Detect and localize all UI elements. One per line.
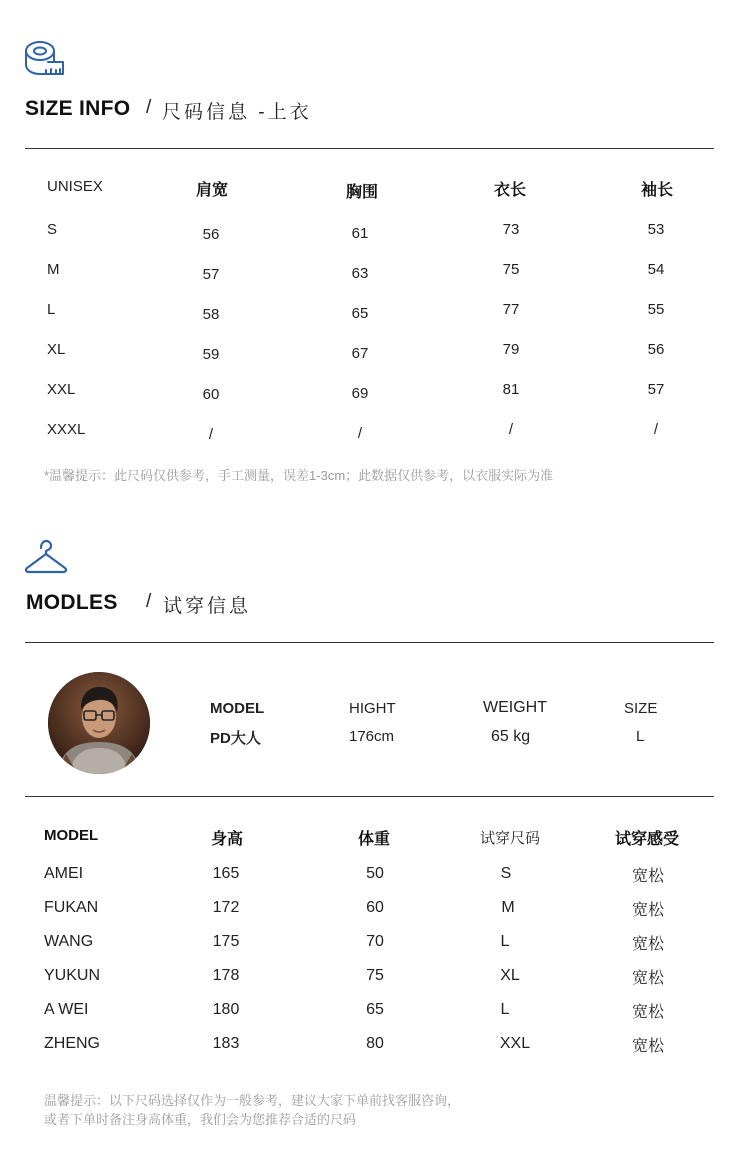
size-col-header: 肩宽 xyxy=(195,182,229,199)
models-cell: 175 xyxy=(212,933,240,950)
size-info-separator: / xyxy=(146,97,155,118)
size-cell: M xyxy=(47,261,60,278)
size-cell: 57 xyxy=(202,266,220,283)
models-cell: 宽松 xyxy=(631,902,665,919)
size-info-title: SIZE INFO xyxy=(25,97,131,120)
size-cell: 57 xyxy=(647,381,665,398)
size-note: *温馨提示：此尺码仅供参考，手工测量，误差1-3cm；此数据仅供参考，以衣服实际为准 xyxy=(44,468,554,483)
models-title: MODLES xyxy=(26,591,118,614)
size-cell: / xyxy=(208,426,214,443)
size-cell: 56 xyxy=(647,341,665,358)
models-cell: 172 xyxy=(212,899,240,916)
size-col-header: UNISEX xyxy=(47,178,103,195)
models-cell: WANG xyxy=(44,933,94,950)
profile-label: SIZE xyxy=(624,700,658,717)
models-cell: 80 xyxy=(366,1035,384,1052)
size-cell: 65 xyxy=(351,305,369,322)
models-cell: XXL xyxy=(499,1035,531,1052)
size-cell: 61 xyxy=(351,225,369,242)
models-cell: L xyxy=(500,933,510,950)
size-cell: 69 xyxy=(351,385,369,402)
models-col-header: 试穿感受 xyxy=(614,831,680,848)
size-cell: 55 xyxy=(647,301,665,318)
size-cell: 75 xyxy=(502,261,520,278)
hanger-icon xyxy=(24,538,68,576)
size-col-header: 胸围 xyxy=(345,184,379,201)
size-col-header: 袖长 xyxy=(640,182,674,199)
size-cell: S xyxy=(47,221,58,238)
size-col-header: 衣长 xyxy=(493,182,527,199)
models-cell: 183 xyxy=(212,1035,240,1052)
profile-value: 65 kg xyxy=(491,728,531,745)
size-cell: 79 xyxy=(502,341,520,358)
models-cell: 178 xyxy=(212,967,240,984)
models-cell: XL xyxy=(500,967,520,984)
size-cell: / xyxy=(357,425,363,442)
models-cell: 165 xyxy=(212,865,240,882)
profile-value: PD大人 xyxy=(210,730,261,747)
models-cell: M xyxy=(501,899,515,916)
models-cell: L xyxy=(500,1001,510,1018)
size-cell: 77 xyxy=(502,301,520,318)
models-note-line: 温馨提示：以下尺码选择仅作为一般参考，建议大家下单前找客服咨询， xyxy=(44,1093,461,1108)
profile-label: MODEL xyxy=(210,700,265,717)
models-cell: 60 xyxy=(366,899,384,916)
size-cell: L xyxy=(47,301,56,318)
size-cell: 73 xyxy=(502,221,520,238)
models-cell: S xyxy=(500,865,512,882)
size-cell: 81 xyxy=(502,381,520,398)
models-cell: 75 xyxy=(366,967,384,984)
models-cell: FUKAN xyxy=(44,899,99,916)
models-subtitle: 试穿信息 xyxy=(163,596,252,617)
size-cell: XL xyxy=(47,341,66,358)
size-cell: 56 xyxy=(202,226,220,243)
models-cell: 70 xyxy=(366,933,384,950)
size-top-divider xyxy=(25,148,714,149)
size-cell: / xyxy=(653,421,659,438)
size-info-subtitle: 尺码信息 -上衣 xyxy=(162,102,312,123)
models-mid-divider xyxy=(25,796,714,797)
size-cell: 67 xyxy=(351,345,369,362)
size-cell: XXXL xyxy=(47,421,86,438)
size-cell: 54 xyxy=(647,261,665,278)
models-cell: A WEI xyxy=(44,1001,89,1018)
models-separator: / xyxy=(146,591,155,612)
size-cell: 63 xyxy=(351,265,369,282)
profile-label: HIGHT xyxy=(349,700,396,717)
models-cell: 180 xyxy=(212,1001,240,1018)
models-cell: 宽松 xyxy=(631,868,665,885)
models-note-line: 或者下单时备注身高体重，我们会为您推荐合适的尺码 xyxy=(44,1112,357,1127)
size-cell: 53 xyxy=(647,221,665,238)
models-cell: 50 xyxy=(366,865,384,882)
profile-value: 176cm xyxy=(349,728,395,745)
models-cell: 宽松 xyxy=(631,936,665,953)
size-cell: XXL xyxy=(47,381,76,398)
profile-value: L xyxy=(636,728,645,745)
size-cell: 59 xyxy=(202,346,220,363)
models-col-header: MODEL xyxy=(44,827,99,844)
models-col-header: 试穿尺码 xyxy=(479,830,541,847)
models-col-header: 体重 xyxy=(357,831,391,848)
models-cell: 宽松 xyxy=(631,970,665,987)
models-cell: 宽松 xyxy=(631,1004,665,1021)
size-cell: / xyxy=(508,421,514,438)
models-cell: YUKUN xyxy=(44,967,101,984)
models-cell: ZHENG xyxy=(44,1035,100,1052)
models-cell: 宽松 xyxy=(631,1038,665,1055)
model-avatar xyxy=(48,672,150,774)
models-top-divider xyxy=(25,642,714,643)
models-col-header: 身高 xyxy=(210,831,244,848)
models-cell: AMEI xyxy=(44,865,84,882)
size-cell: 60 xyxy=(202,386,220,403)
models-cell: 65 xyxy=(366,1001,384,1018)
size-cell: 58 xyxy=(202,306,220,323)
measuring-tape-icon xyxy=(24,40,66,78)
profile-label: WEIGHT xyxy=(483,699,547,716)
